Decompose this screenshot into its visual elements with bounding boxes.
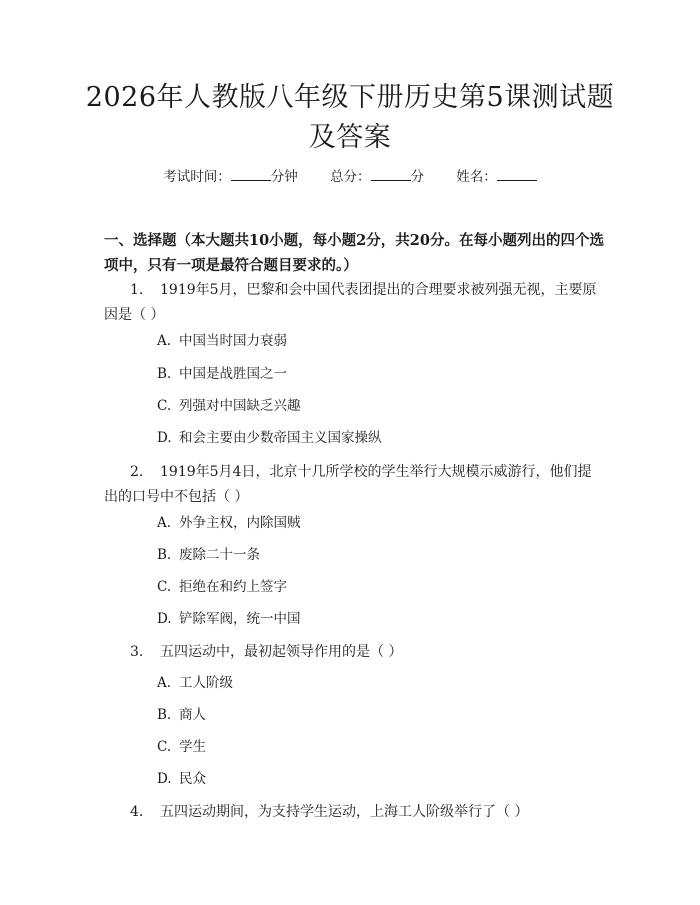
- option-letter: D.: [157, 611, 172, 627]
- section-heading-line-2: 项中，只有一项是最符合题目要求的。）: [104, 257, 358, 274]
- option-text: 商人: [179, 707, 206, 723]
- question-3: [104, 640, 604, 665]
- question-2: [104, 460, 604, 510]
- option-text: 学生: [179, 739, 206, 755]
- section-heading: [104, 228, 604, 278]
- exam-score-blank: [371, 166, 411, 181]
- question-text-line-2: 因是（ ）: [104, 307, 165, 323]
- option-2a: [157, 513, 301, 533]
- option-letter: A.: [157, 515, 172, 531]
- exam-time-unit: 分钟: [270, 169, 298, 185]
- option-letter: C.: [157, 398, 172, 414]
- question-text-line-1: 五四运动中，最初起领导作用的是（ ）: [160, 644, 403, 660]
- option-text: 工人阶级: [179, 675, 233, 691]
- page-title: [60, 78, 640, 158]
- exam-name-blank: [497, 166, 537, 181]
- section-heading-line-1: 一、选择题（本大题共10小题，每小题2分，共20分。在每小题列出的四个选: [104, 232, 604, 249]
- question-number: 2.: [130, 464, 144, 480]
- question-1: [104, 278, 604, 328]
- option-3c: [157, 737, 206, 757]
- question-text-line-1: 1919年5月，巴黎和会中国代表团提出的合理要求被列强无视，主要原: [160, 282, 597, 298]
- option-2d: [157, 609, 301, 629]
- option-3a: [157, 673, 233, 693]
- option-2c: [157, 577, 287, 597]
- option-2b: [157, 545, 260, 565]
- option-letter: A.: [157, 333, 172, 349]
- exam-name-label: 姓名：: [456, 169, 497, 185]
- option-letter: D.: [157, 430, 172, 446]
- question-number: 3.: [130, 644, 144, 660]
- option-1d: [157, 428, 382, 448]
- option-text: 铲除军阀，统一中国: [179, 611, 301, 627]
- title-line-1: 2026年人教版八年级下册历史第5课测试题: [85, 82, 615, 113]
- question-text-line-1: 1919年5月4日，北京十几所学校的学生举行大规模示威游行，他们提: [160, 464, 592, 480]
- option-letter: B.: [157, 707, 172, 723]
- option-text: 中国当时国力衰弱: [179, 333, 287, 349]
- exam-time-blank: [231, 166, 271, 181]
- option-3b: [157, 705, 206, 725]
- option-1a: [157, 331, 287, 351]
- option-text: 列强对中国缺乏兴趣: [179, 398, 301, 414]
- question-number: 4.: [130, 804, 144, 820]
- option-1c: [157, 396, 301, 416]
- question-text-line-1: 五四运动期间，为支持学生运动，上海工人阶级举行了（ ）: [160, 804, 529, 820]
- exam-time: [163, 166, 298, 188]
- option-text: 废除二十一条: [179, 547, 260, 563]
- question-text-line-2: 出的口号中不包括（ ）: [104, 489, 249, 505]
- question-4: [104, 800, 604, 825]
- exam-score-unit: 分: [410, 169, 424, 185]
- exam-score-label: 总分：: [330, 169, 371, 185]
- option-text: 外争主权，内除国贼: [179, 515, 301, 531]
- option-1b: [157, 364, 287, 384]
- exam-score: [330, 166, 424, 188]
- exam-name: [456, 166, 537, 188]
- option-letter: C.: [157, 579, 172, 595]
- option-text: 拒绝在和约上签字: [179, 579, 287, 595]
- title-line-2: 及答案: [308, 122, 392, 153]
- exam-time-label: 考试时间：: [163, 169, 231, 185]
- option-letter: A.: [157, 675, 172, 691]
- option-letter: B.: [157, 547, 172, 563]
- option-text: 中国是战胜国之一: [179, 366, 287, 382]
- question-number: 1.: [130, 282, 144, 298]
- option-letter: D.: [157, 771, 172, 787]
- exam-meta: [0, 166, 700, 188]
- option-letter: B.: [157, 366, 172, 382]
- option-letter: C.: [157, 739, 172, 755]
- option-text: 和会主要由少数帝国主义国家操纵: [179, 430, 382, 446]
- option-3d: [157, 769, 206, 789]
- option-text: 民众: [179, 771, 206, 787]
